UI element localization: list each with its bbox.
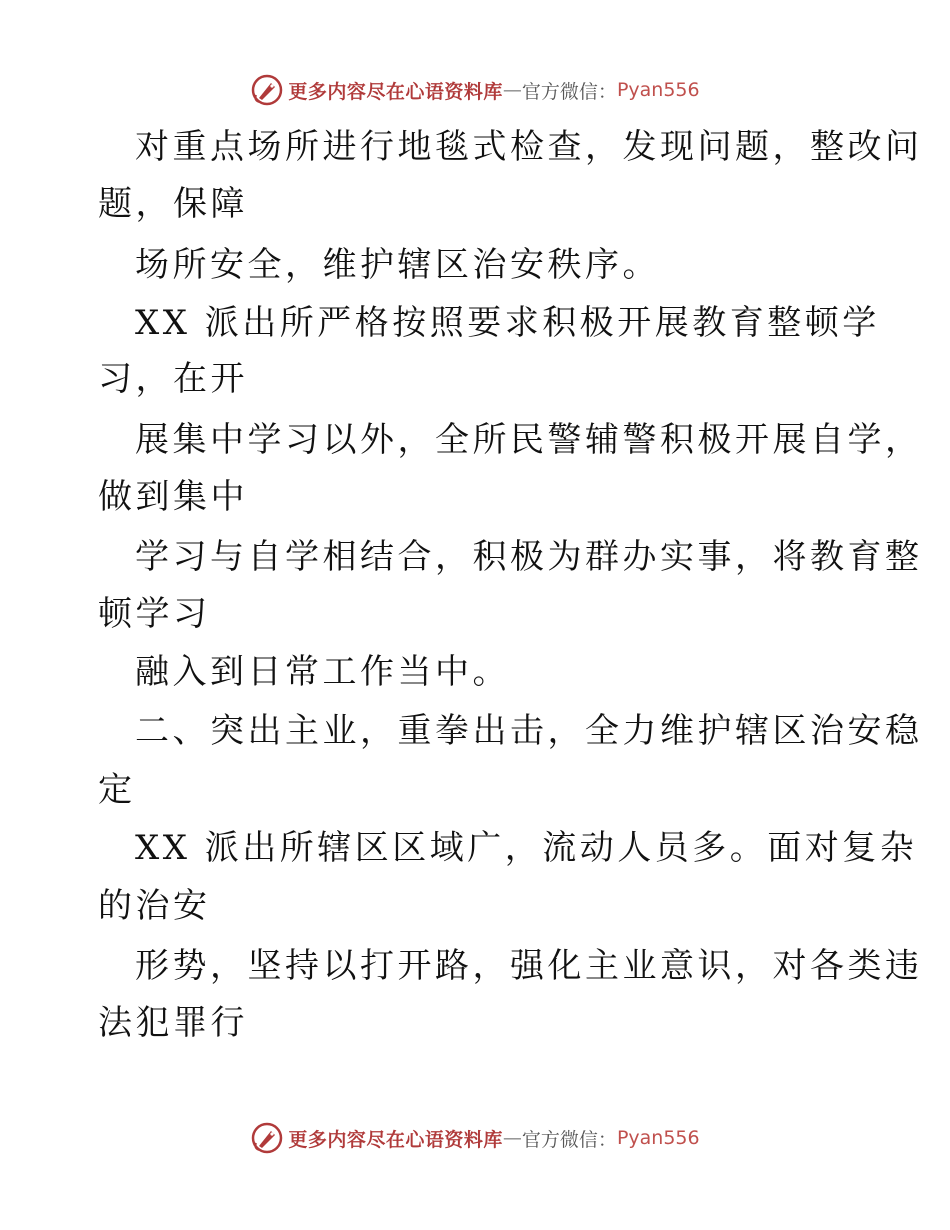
banner-wechat-label: 官方微信： bbox=[521, 1128, 617, 1151]
text-line: 的治安 bbox=[98, 886, 211, 926]
text-line: 习，在开 bbox=[98, 359, 248, 399]
text-line: 二、突出主业，重拳出击，全力维护辖区治安稳 bbox=[135, 711, 923, 751]
text-line: 形势，坚持以打开路，强化主业意识，对各类违 bbox=[135, 946, 923, 986]
text-line: XX 派出所严格按照要求积极开展教育整顿学 bbox=[135, 303, 880, 343]
banner-separator: — bbox=[502, 1127, 522, 1149]
text-line: 场所安全，维护辖区治安秩序。 bbox=[135, 245, 660, 285]
banner-wechat-label: 官方微信： bbox=[521, 80, 617, 103]
text-line: 做到集中 bbox=[98, 477, 248, 517]
banner-wechat-id: Pyan556 bbox=[616, 79, 700, 101]
banner-separator: — bbox=[502, 79, 522, 101]
text-line: 学习与自学相结合，积极为群办实事，将教育整 bbox=[135, 537, 923, 577]
pen-nib-logo-icon bbox=[250, 73, 284, 107]
footer-banner bbox=[0, 1118, 950, 1158]
banner-main-text: 更多内容尽在心语资料库 bbox=[288, 80, 503, 103]
banner-main-text: 更多内容尽在心语资料库 bbox=[288, 1128, 503, 1151]
text-line: XX 派出所辖区区域广，流动人员多。面对复杂 bbox=[135, 828, 918, 868]
pen-nib-logo-icon bbox=[250, 1121, 284, 1155]
header-banner bbox=[0, 70, 950, 110]
text-line: 展集中学习以外，全所民警辅警积极开展自学， bbox=[135, 420, 923, 460]
text-line: 顿学习 bbox=[98, 594, 211, 634]
banner-wechat-id: Pyan556 bbox=[616, 1127, 700, 1149]
text-line: 法犯罪行 bbox=[98, 1003, 248, 1043]
text-line: 定 bbox=[98, 770, 136, 810]
text-line: 融入到日常工作当中。 bbox=[135, 652, 510, 692]
text-line: 题，保障 bbox=[98, 184, 248, 224]
text-line: 对重点场所进行地毯式检查，发现问题，整改问 bbox=[135, 127, 923, 167]
